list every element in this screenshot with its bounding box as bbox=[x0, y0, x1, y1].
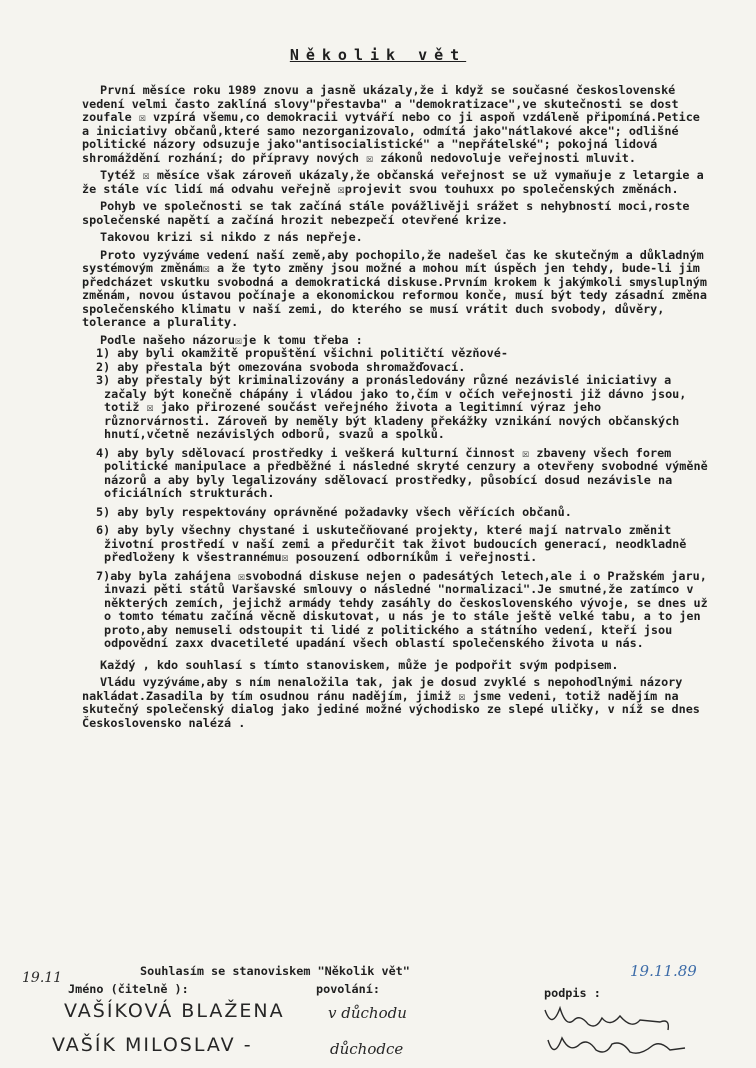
paragraph: Takovou krizi si nikdo z nás nepřeje. bbox=[100, 230, 363, 244]
name-label: Jméno (čitelně ): bbox=[68, 982, 189, 996]
occupation-label: povolání: bbox=[316, 982, 380, 996]
list-item: 3) aby přestaly být kriminalizovány a pronásledovány různé nezávislé iniciativy a začaly být konečně chápány i vládou jako to,čím v očích veřejnosti již dávno jsou, totiž ☒ jako přirozené součást veřejného života a legitimní výraz jeho různorvárnosti. Zároveň by neměly být kladeny překážky vznikání nových občanských hnutí,včetně nezávislých odborů, svazů a spolků. bbox=[96, 373, 687, 441]
list-item: 2) aby přestala být omezována svoboda shromažďovací. bbox=[96, 359, 466, 374]
list-item: 7)aby byla zahájena ☒svobodná diskuse nejen o padesátých letech,ale i o Pražském jaru, invazi pěti států Varšavské smlouvy o následné "normalizaci".Je smutné,že zatímco v některých zemích, jejichž armády tehdy zasáhly do československého vývoje, se dnes už o tomto tématu začíná věcně diskutovat, u nás je to stále ještě velké tabu, a to jen proto,aby nemuseli odstoupit ti lidé z politického a státního vedení, kteří jsou odpovědní zaxx dvacetileté upadání všech oblastí společenského života u nás. bbox=[96, 568, 708, 650]
handwritten-name: VAŠÍKOVÁ BLAŽENA bbox=[64, 1000, 285, 1022]
agree-line: Souhlasím se stanoviskem "Několik vět" bbox=[140, 964, 410, 978]
paragraph: Pohyb ve společnosti se tak začíná stále povážlivěji srážet s nehybností moci,roste společenské napětí a začíná hrozit nebezpečí otevřené krize. bbox=[82, 199, 690, 227]
handwritten-occupation: důchodce bbox=[330, 1040, 404, 1058]
signature-label: podpis : bbox=[544, 986, 601, 1000]
paragraph: Každý , kdo souhlasí s tímto stanoviskem, může je podpořit svým podpisem. bbox=[100, 657, 619, 672]
list-item: 6) aby byly všechny chystané i uskutečňované projekty, které mají natrvalo změnit životní prostředí v naší zemi a předurčit tak život budoucích generací, neodkladně předloženy k všestrannému☒ posouzení odborníkům i veřejnosti. bbox=[96, 523, 687, 564]
paragraph: Proto vyzýváme vedení naší země,aby pochopilo,že nadešel čas ke skutečným a důkladným systémovým změnám☒ a že tyto změny jsou možné a mohou mít úspěch jen tehdy, bude-li jim předcházet vskutku svobodná a demokratická diskuse.Prvním krokem k jakýmkoli smysluplným změnám, novou ústavou počínaje a ekonomickou reformou konče, musí být tedy zásadní změna společenského klimatu v naší zemi, do kterého se musí vrátit duch svobody, důvěry, tolerance a plurality. bbox=[82, 247, 708, 329]
handwritten-name: VAŠÍK MILOSLAV - bbox=[52, 1034, 253, 1056]
document-body bbox=[82, 84, 712, 734]
paragraph: Podle našeho názoru☒je k tomu třeba : bbox=[100, 332, 363, 347]
list-item: 4) aby byly sdělovací prostředky i veškerá kulturní činnost ☒ zbaveny všech forem politické manipulace a předběžné i následné skryté cenzury a otevřeny svobodné výměně názorů a aby byly legalizovány sdělovací prostředky, působící dosud nezávisle na oficiálních strukturách. bbox=[96, 445, 708, 500]
handwritten-occupation: v důchodu bbox=[328, 1004, 407, 1022]
handwritten-signature bbox=[540, 1000, 700, 1064]
list-item: 5) aby byly respektovány oprávněné požadavky všech věřících občanů. bbox=[96, 504, 572, 519]
paragraph: První měsíce roku 1989 znovu a jasně ukázaly,že i když se současné československé vedení velmi často zaklíná slovy"přestavba" a "demokratizace",ve skutečnosti se dost zoufale ☒ vzpírá všemu,co demokracii vytváří nebo co ji aspoň vzdáleně připomíná.Petice a iniciativy občanů,které samo nezorganizovalo, odmítá jako"nátlakové akce"; odlišné politické názory odsuzuje jako"antisocialistické" a "nepřátelské"; pokojná lidová shromáždění rozhání; do přípravy nových ☒ zákonů nedovoluje veřejnosti mluvit. bbox=[82, 83, 700, 165]
handwritten-date-right: 19.11.89 bbox=[630, 962, 697, 980]
paragraph: Vládu vyzýváme,aby s ním nenaložila tak, jak je dosud zvyklé s nepohodlnými názory nakládat.Zasadila by tím osudnou ránu nadějím, jimiž ☒ jsme vedeni, totiž nadějím na skutečný společenský dialog jako jediné možné východisko ze slepé uličky, v níž se dnes Československo nalézá . bbox=[82, 675, 700, 730]
handwritten-date-left: 19.11 bbox=[22, 970, 63, 986]
list-item: 1) aby byli okamžitě propuštění všichni političtí vězňové- bbox=[96, 346, 508, 360]
paragraph: Tytéž ☒ měsíce však zároveň ukázaly,že občanská veřejnost se už vymaňuje z letargie a že stále víc lidí má odvahu veřejně ☒projevit svou touhuxx po společenských změnách. bbox=[82, 168, 704, 196]
document-title: Několik vět bbox=[289, 46, 467, 64]
